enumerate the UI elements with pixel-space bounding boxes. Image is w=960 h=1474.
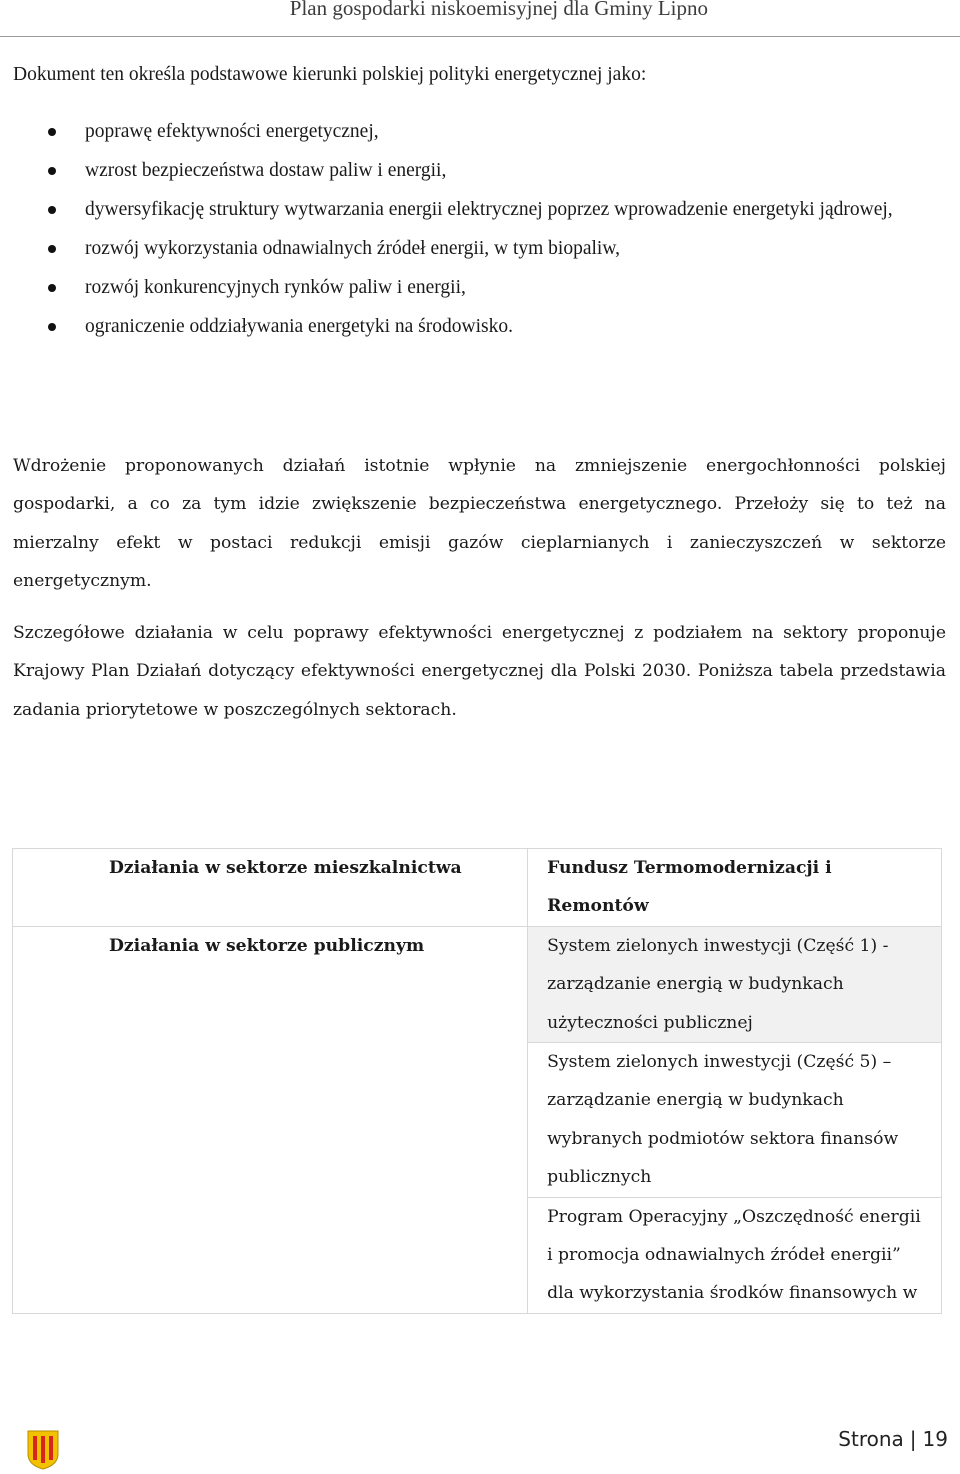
action-cell: System zielonych inwestycji (Część 1) - zarządzanie energią w budynkach użyteczności publicznej	[528, 926, 942, 1042]
bullet-icon	[48, 167, 56, 175]
bullet-list	[0, 112, 960, 346]
list-item: dywersyfikację struktury wytwarzania energii elektrycznej poprzez wprowadzenie energetyki jądrowej,	[0, 190, 960, 229]
table-row	[13, 926, 942, 1042]
page-label: Strona	[838, 1427, 904, 1451]
list-item: ograniczenie oddziaływania energetyki na środowisko.	[0, 307, 960, 346]
page-number	[838, 1427, 948, 1451]
list-item: rozwój konkurencyjnych rynków paliw i energii,	[0, 268, 960, 307]
list-item: rozwój wykorzystania odnawialnych źródeł energii, w tym biopaliw,	[0, 229, 960, 268]
paragraph-implementation: Wdrożenie proponowanych działań istotnie wpłynie na zmniejszenie energochłonności polskiej gospodarki, a co za tym idzie zwiększenie bezpieczeństwa energetycznego. Przełoży się to też na mierzalny efekt w postaci redukcji emisji gazów cieplarnianych i zanieczyszczeń w sektorze energetycznym.	[13, 456, 946, 592]
sector-cell: Działania w sektorze publicznym	[13, 926, 528, 1313]
priority-tasks-table	[12, 848, 942, 1314]
table-row	[13, 849, 942, 927]
page-number-value: 19	[922, 1427, 948, 1451]
action-cell: System zielonych inwestycji (Część 5) – zarządzanie energią w budynkach wybranych podmiotów sektora finansów publicznych	[528, 1043, 942, 1198]
list-item: poprawę efektywności energetycznej,	[0, 112, 960, 151]
bullet-icon	[48, 323, 56, 331]
action-cell: Program Operacyjny „Oszczędność energii i promocja odnawialnych źródeł energii” dla wykorzystania środków finansowych w	[528, 1197, 942, 1313]
bullet-icon	[48, 284, 56, 292]
header-title: Plan gospodarki niskoemisyjnej dla Gminy Lipno	[289, 0, 708, 20]
intro-text: Dokument ten określa podstawowe kierunki polskiej polityki energetycznej jako:	[13, 64, 647, 85]
page-header	[0, 0, 960, 37]
action-cell: Fundusz Termomodernizacji i Remontów	[528, 849, 942, 927]
bullet-icon	[48, 206, 56, 214]
bullet-icon	[48, 128, 56, 136]
list-item: wzrost bezpieczeństwa dostaw paliw i energii,	[0, 151, 960, 190]
sector-cell: Działania w sektorze mieszkalnictwa	[13, 849, 528, 927]
coat-of-arms-icon	[27, 1430, 59, 1470]
page-separator: |	[909, 1427, 917, 1451]
paragraph-action-plan: Szczegółowe działania w celu poprawy efektywności energetycznej z podziałem na sektory proponuje Krajowy Plan Działań dotyczący efektywności energetycznej dla Polski 2030. Poniższa tabela przedstawia zadania priorytetowe w poszczególnych sektorach.	[13, 623, 946, 720]
bullet-icon	[48, 245, 56, 253]
